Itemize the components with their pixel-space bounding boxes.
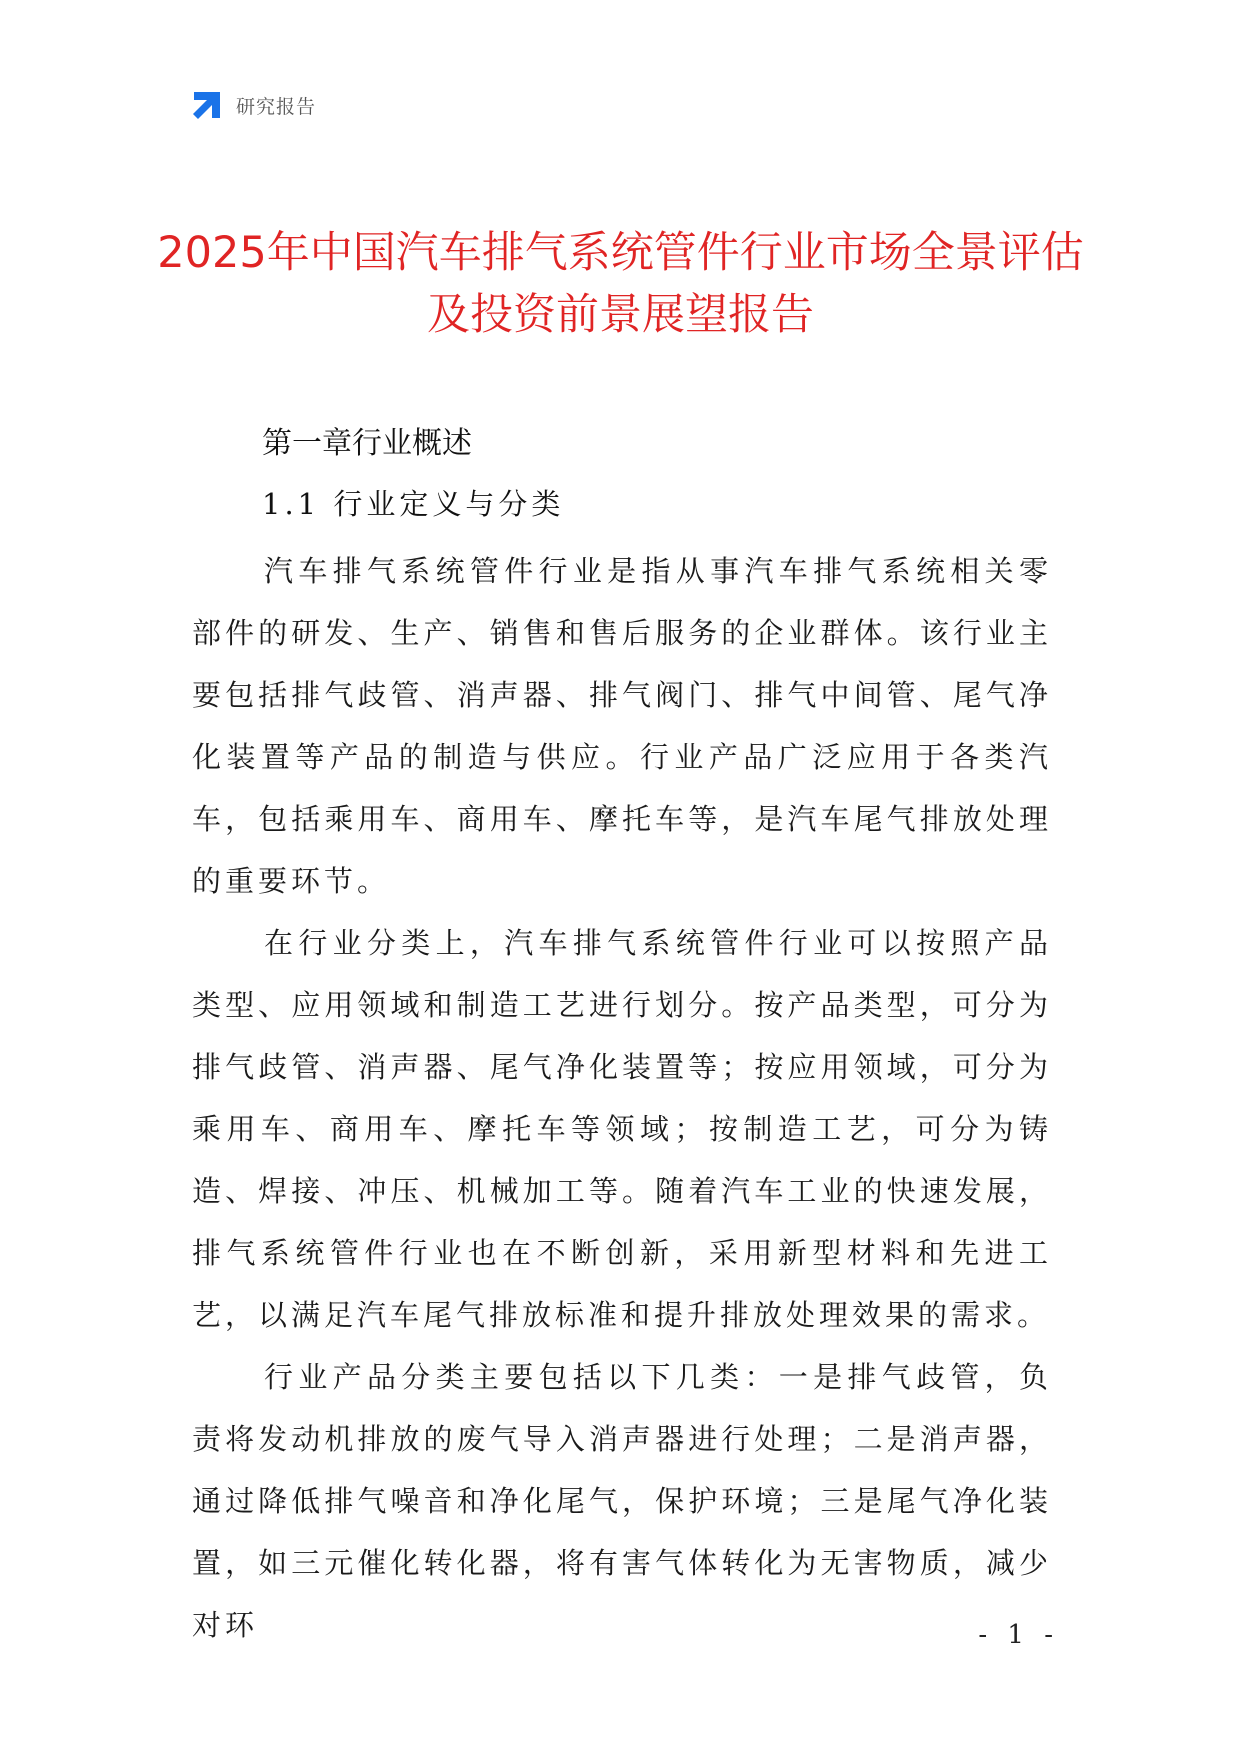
arrow-up-right-icon xyxy=(190,88,224,122)
section-heading: 1.1 行业定义与分类 xyxy=(262,487,565,521)
chapter-heading: 第一章行业概述 xyxy=(262,426,472,461)
body-paragraph-3: 行业产品分类主要包括以下几类：一是排气歧管，负责将发动机排放的废气导入消声器进行处理；二是消声器，通过降低排气噪音和净化尾气，保护环境；三是尾气净化装置，如三元催化转化器，将有害气体转化为无害物质，减少对环 xyxy=(192,1360,1052,1642)
body-paragraph-1: 汽车排气系统管件行业是指从事汽车排气系统相关零部件的研发、生产、销售和售后服务的企业群体。该行业主要包括排气歧管、消声器、排气阀门、排气中间管、尾气净化装置等产品的制造与供应。行业产品广泛应用于各类汽车，包括乘用车、商用车、摩托车等，是汽车尾气排放处理的重要环节。 xyxy=(192,554,1052,898)
report-header xyxy=(190,88,316,122)
report-type-label: 研究报告 xyxy=(236,95,317,118)
document-body xyxy=(192,540,1052,1656)
body-paragraph-2: 在行业分类上，汽车排气系统管件行业可以按照产品类型、应用领域和制造工艺进行划分。按产品类型，可分为排气歧管、消声器、尾气净化装置等；按应用领域，可分为乘用车、商用车、摩托车等领域；按制造工艺，可分为铸造、焊接、冲压、机械加工等。随着汽车工业的快速发展，排气系统管件行业也在不断创新，采用新型材料和先进工艺，以满足汽车尾气排放标准和提升排放处理效果的需求。 xyxy=(192,926,1052,1332)
document-title: 2025年中国汽车排气系统管件行业市场全景评估及投资前景展望报告 xyxy=(157,228,1084,340)
page-number: - 1 - xyxy=(978,1620,1059,1650)
